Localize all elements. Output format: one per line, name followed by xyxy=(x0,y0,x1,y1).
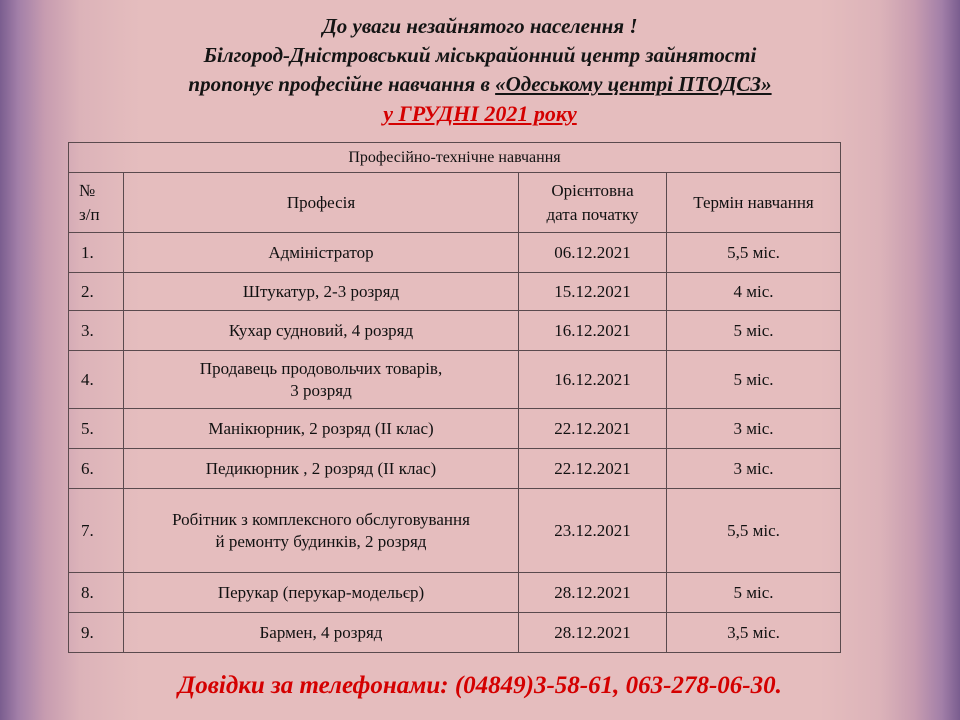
profession-line: Перукар (перукар-модельєр) xyxy=(217,582,425,602)
profession-line: й ремонту будинків, 2 розряд xyxy=(215,531,427,551)
table-row xyxy=(69,613,841,653)
row-number: 4. xyxy=(69,351,124,409)
profession-cell xyxy=(124,233,519,273)
profession-line: Кухар судновий, 4 розряд xyxy=(228,320,414,340)
table-row xyxy=(69,273,841,311)
profession-cell xyxy=(124,311,519,351)
duration-cell: 5,5 міс. xyxy=(667,233,841,273)
duration-cell: 5 міс. xyxy=(667,573,841,613)
table-row xyxy=(69,311,841,351)
announcement-header xyxy=(0,12,960,129)
column-header-start-date-line1: Орієнтовна xyxy=(551,180,634,200)
profession-line: Робітник з комплексного обслуговування xyxy=(172,509,470,529)
table-row xyxy=(69,489,841,573)
column-header-number xyxy=(69,173,124,233)
header-line-2: Білгород-Дністровський міськрайонний центр зайнятості xyxy=(203,43,757,67)
row-number: 1. xyxy=(69,233,124,273)
courses-table xyxy=(68,142,841,653)
duration-cell: 3 міс. xyxy=(667,449,841,489)
profession-cell xyxy=(124,613,519,653)
start-date-cell: 22.12.2021 xyxy=(519,449,667,489)
header-line-3 xyxy=(0,70,960,99)
table-title: Професійно-технічне навчання xyxy=(69,143,841,173)
duration-cell: 5,5 міс. xyxy=(667,489,841,573)
start-date-cell: 15.12.2021 xyxy=(519,273,667,311)
column-header-duration: Термін навчання xyxy=(667,173,841,233)
duration-cell: 3 міс. xyxy=(667,409,841,449)
training-center-name: «Одеському центрі ПТОДСЗ» xyxy=(495,72,772,96)
profession-cell xyxy=(124,573,519,613)
table-row xyxy=(69,351,841,409)
column-header-start-date xyxy=(519,173,667,233)
start-date-cell: 06.12.2021 xyxy=(519,233,667,273)
column-header-start-date-line2: дата початку xyxy=(546,204,639,224)
row-number: 2. xyxy=(69,273,124,311)
table-row xyxy=(69,233,841,273)
row-number: 3. xyxy=(69,311,124,351)
row-number: 5. xyxy=(69,409,124,449)
start-date-cell: 22.12.2021 xyxy=(519,409,667,449)
row-number: 7. xyxy=(69,489,124,573)
profession-line: Бармен, 4 розряд xyxy=(259,622,383,642)
profession-cell xyxy=(124,273,519,311)
profession-line: Манікюрник, 2 розряд (ІІ клас) xyxy=(208,418,434,438)
table-row xyxy=(69,409,841,449)
profession-line: Адміністратор xyxy=(268,242,374,262)
duration-cell: 5 міс. xyxy=(667,351,841,409)
duration-cell: 4 міс. xyxy=(667,273,841,311)
profession-cell xyxy=(124,449,519,489)
column-header-profession: Професія xyxy=(124,173,519,233)
duration-cell: 5 міс. xyxy=(667,311,841,351)
profession-cell xyxy=(124,489,519,573)
profession-line: 3 розряд xyxy=(290,380,352,400)
duration-cell: 3,5 міс. xyxy=(667,613,841,653)
table-row xyxy=(69,449,841,489)
profession-cell xyxy=(124,409,519,449)
profession-line: Продавець продовольчих товарів, xyxy=(199,358,443,378)
profession-line: Штукатур, 2-3 розряд xyxy=(242,281,400,301)
table-row xyxy=(69,573,841,613)
profession-cell xyxy=(124,351,519,409)
contact-phones: Довідки за телефонами: (04849)3-58-61, 063-278-06-30. xyxy=(178,672,782,699)
start-date-cell: 16.12.2021 xyxy=(519,311,667,351)
column-header-number-line2: з/п xyxy=(79,204,100,224)
start-date-cell: 28.12.2021 xyxy=(519,613,667,653)
header-line-1: До уваги незайнятого населення ! xyxy=(322,14,638,38)
profession-line: Педикюрник , 2 розряд (ІІ клас) xyxy=(205,458,437,478)
header-line-3-prefix: пропонує професійне навчання в xyxy=(188,72,496,96)
row-number: 9. xyxy=(69,613,124,653)
column-header-number-line1: № xyxy=(79,180,96,200)
row-number: 6. xyxy=(69,449,124,489)
start-date-cell: 28.12.2021 xyxy=(519,573,667,613)
start-date-cell: 16.12.2021 xyxy=(519,351,667,409)
month-heading: у ГРУДНІ 2021 року xyxy=(383,101,577,126)
start-date-cell: 23.12.2021 xyxy=(519,489,667,573)
table-header-row xyxy=(69,173,841,233)
row-number: 8. xyxy=(69,573,124,613)
